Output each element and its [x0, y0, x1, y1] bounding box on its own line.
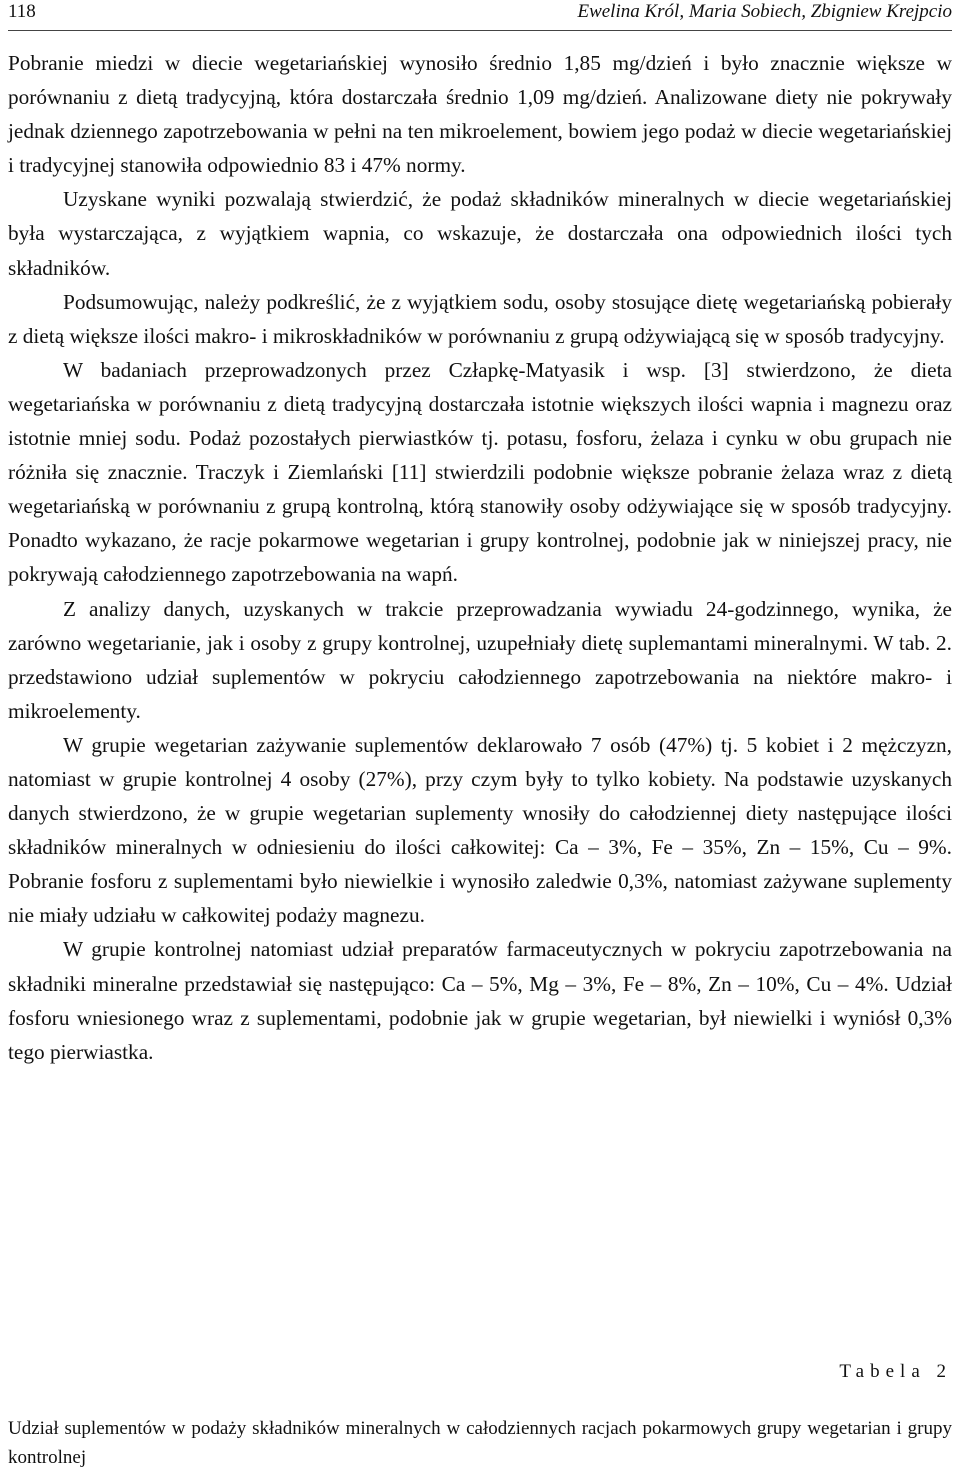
paragraph: W badaniach przeprowadzonych przez Człapkę-Matyasik i wsp. [3] stwierdzono, że dieta wegetariańska w porównaniu z dietą tradycyjną dostarczała istotnie większych ilości wapnia i magnezu oraz istotnie mniej sodu. Podaż pozostałych pierwiastków tj. potasu, fosforu, żelaza i cynku w obu grupach nie różniła się znacznie. Traczyk i Ziemlański [11] stwierdzili podobnie większe pobranie żelaza wraz z dietą wegetariańską w porównaniu z grupą kontrolną, którą stanowiły osoby odżywiające się w sposób tradycyjny. Ponadto wykazano, że racje pokarmowe wegetarian i grupy kontrolnej, podobnie jak w niniejszej pracy, nie pokrywają całodziennego zapotrzebowania na wapń. — [8, 357, 952, 587]
page-header — [8, 0, 952, 28]
page-number: 118 — [8, 1, 36, 22]
paragraph: W grupie kontrolnej natomiast udział preparatów farmaceutycznych w pokryciu zapotrzebowania na składniki mineralne przedstawiał się następująco: Ca – 5%, Mg – 3%, Fe – 8%, Zn – 10%, Cu – 4%. Udział fosforu wniesionego wraz z suplementami, podobnie jak w grupie wegetarian, był niewielki i wyniósł 0,3% tego pierwiastka. — [8, 937, 952, 1064]
paragraph: W grupie wegetarian zażywanie suplementów deklarowało 7 osób (47%) tj. 5 kobiet i 2 mężczyzn, natomiast w grupie kontrolnej 4 osoby (27%), przy czym były to tylko kobiety. Na podstawie uzyskanych danych stwierdzono, że w grupie wegetarian suplementy wnosiły do całodziennej diety następujące ilości składników mineralnych w odniesieniu do ilości całkowitej: Ca – 3%, Fe – 35%, Zn – 15%, Cu – 9%. Pobranie fosforu z suplementami było niewielkie i wynosiło zaledwie 0,3%, natomiast zażywane suplementy nie miały udziału w całkowitej podaży magnezu. — [8, 732, 952, 928]
paragraph: Uzyskane wyniki pozwalają stwierdzić, że podaż składników mineralnych w diecie wegetariańskiej była wystarczająca, z wyjątkiem wapnia, co wskazuje, że dostarczała ona odpowiednich ilości tych składników. — [8, 187, 952, 280]
running-head-authors: Ewelina Król, Maria Sobiech, Zbigniew Krejpcio — [577, 1, 952, 22]
body-text — [8, 46, 952, 1069]
table-caption: Udział suplementów w podaży składników mineralnych w całodziennych racjach pokarmowych grupy wegetarian i grupy kontrolnej — [8, 1418, 952, 1468]
paragraph: Podsumowując, należy podkreślić, że z wyjątkiem sodu, osoby stosujące dietę wegetariańską pobierały z dietą większe ilości makro- i mikroskładników w porównaniu z grupą odżywiającą się w sposób tradycyjny. — [8, 289, 952, 348]
paragraph: Z analizy danych, uzyskanych w trakcie przeprowadzania wywiadu 24-godzinnego, wynika, że zarówno wegetarianie, jak i osoby z grupy kontrolnej, uzupełniały dietę suplemantami mineralnymi. W tab. 2. przedstawiono udział suplementów w pokryciu całodziennego zapotrzebowania na niektóre makro- i mikroelementy. — [8, 596, 952, 723]
header-rule — [8, 30, 952, 31]
table-label: Tabela 2 — [839, 1361, 952, 1382]
paragraph: Pobranie miedzi w diecie wegetariańskiej wynosiło średnio 1,85 mg/dzień i było znacznie większe w porównaniu z dietą tradycyjną, która dostarczała średnio 1,09 mg/dzień. Analizowane diety nie pokrywały jednak dziennego zapotrzebowania w pełni na ten mikroelement, bowiem jego podaż w diecie wegetariańskiej i tradycyjnej stanowiła odpowiednio 83 i 47% normy. — [8, 51, 952, 178]
